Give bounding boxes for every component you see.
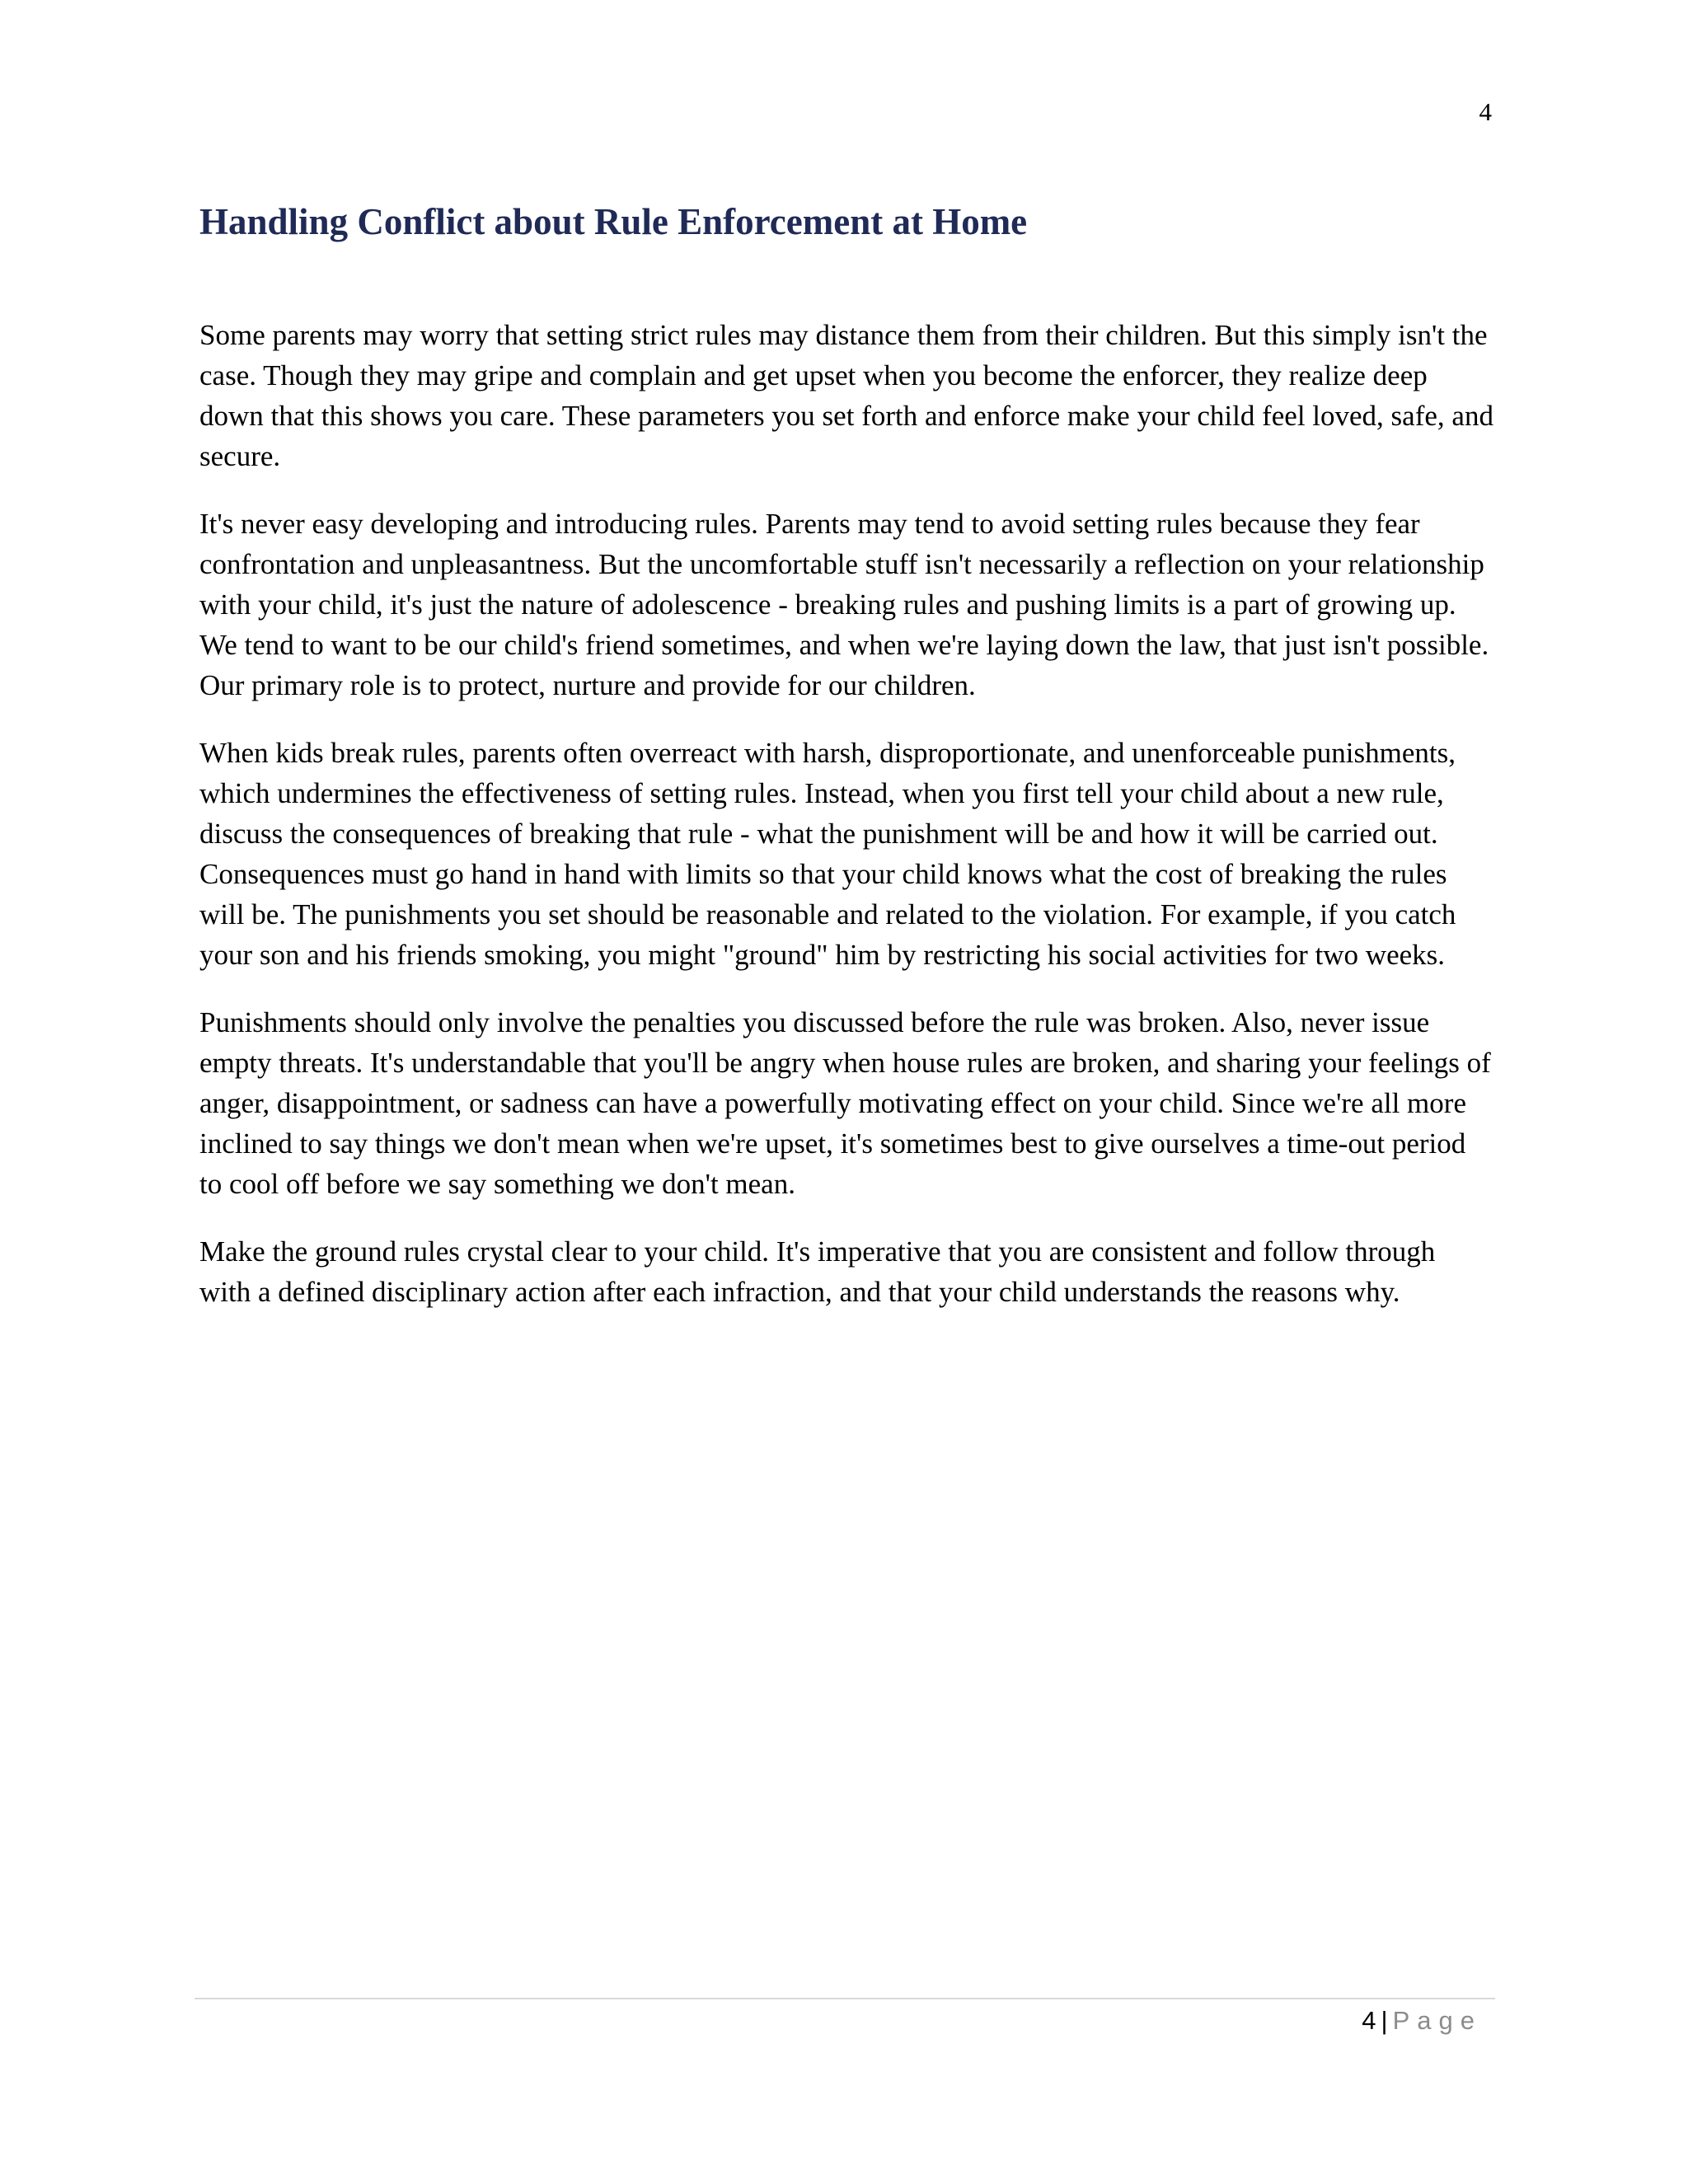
- footer-page-indicator: [1362, 2003, 1482, 2039]
- page-title: Handling Conflict about Rule Enforcement at Home: [199, 201, 1028, 242]
- paragraph-2: It's never easy developing and introducing rules. Parents may tend to avoid setting rules because they fear confrontation and unpleasantness. But the uncomfortable stuff isn't necessarily a reflection on your relationship with your child, it's just the nature of adolescence - breaking rules and pushing limits is a part of growing up. We tend to want to be our child's friend sometimes, and when we're laying down the law, that just isn't possible. Our primary role is to protect, nurture and provide for our children.: [199, 508, 1489, 701]
- body-text: [199, 315, 1493, 1339]
- footer-page-label: Page: [1392, 2006, 1482, 2035]
- paragraph-4: Punishments should only involve the penalties you discussed before the rule was broken. Also, never issue empty threats. It's understandable that you'll be angry when house rules are broken, and sharing your feelings of anger, disappointment, or sadness can have a powerfully motivating effect on your child. Since we're all more inclined to say things we don't mean when we're upset, it's sometimes best to give ourselves a time-out period to cool off before we say something we don't mean.: [199, 1006, 1491, 1200]
- footer-divider: [195, 1998, 1495, 1999]
- paragraph-1: Some parents may worry that setting strict rules may distance them from their children. But this simply isn't the case. Though they may gripe and complain and get upset when you become the enforcer, they realize deep down that this shows you care. These parameters you set forth and enforce make your child feel loved, safe, and secure.: [199, 319, 1493, 472]
- header-page-number: 4: [1479, 97, 1492, 126]
- paragraph-5: Make the ground rules crystal clear to your child. It's imperative that you are consistent and follow through with a defined disciplinary action after each infraction, and that your child understands the reasons why.: [199, 1235, 1436, 1308]
- footer-page-number: 4: [1362, 2006, 1376, 2035]
- paragraph-3: When kids break rules, parents often overreact with harsh, disproportionate, and unenforceable punishments, which undermines the effectiveness of setting rules. Instead, when you first tell your child about a new rule, discuss the consequences of breaking that rule - what the punishment will be and how it will be carried out. Consequences must go hand in hand with limits so that your child knows what the cost of breaking the rules will be. The punishments you set should be reasonable and related to the violation. For example, if you catch your son and his friends smoking, you might "ground" him by restricting his social activities for two weeks.: [199, 737, 1456, 971]
- footer-separator: |: [1381, 2006, 1388, 2035]
